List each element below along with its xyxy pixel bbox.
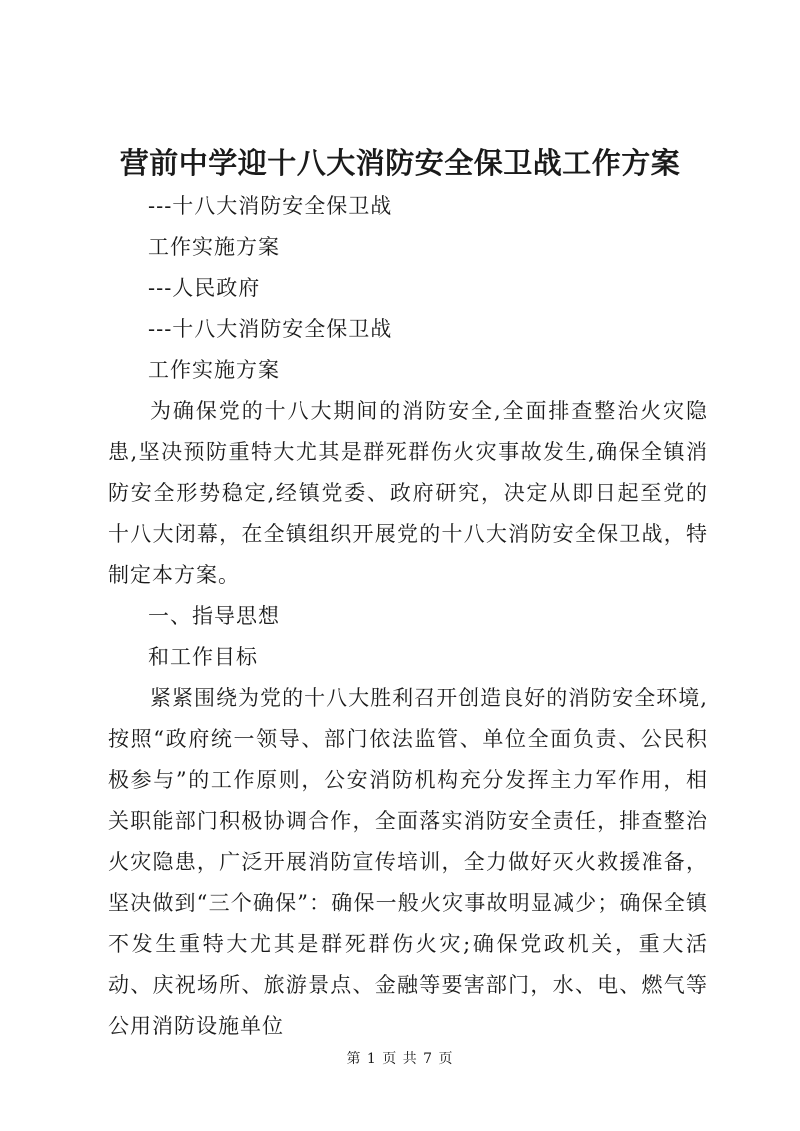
page-number-footer: 第 1 页 共 7 页	[346, 1051, 454, 1067]
intro-paragraph: 为确保党的十八大期间的消防安全,全面排查整治火灾隐患,坚决预防重特大尤其是群死群伤火灾事故发生,确保全镇消防安全形势稳定,经镇党委、政府研究，决定从即日起至党的十八大闭幕，在全镇组织开展党的十八大消防安全保卫战，特制定本方案。	[108, 399, 708, 587]
document-body	[108, 186, 708, 1047]
section-subheading: 和工作目标	[148, 645, 258, 669]
document-title: 营前中学迎十八大消防安全保卫战工作方案	[119, 146, 681, 180]
objectives-paragraph: 紧紧围绕为党的十八大胜利召开创造良好的消防安全环境,按照“政府统一领导、部门依法监管、单位全面负责、公民积极参与”的工作原则，公安消防机构充分发挥主力军作用，相关职能部门积极协调合作，全面落实消防安全责任，排查整治火灾隐患，广泛开展消防宣传培训，全力做好灭火救援准备，坚决做到“三个确保”：确保一般火灾事故明显减少；确保全镇不发生重特大尤其是群死群伤火灾;确保党政机关，重大活动、庆祝场所、旅游景点、金融等要害部门，水、电、燃气等公用消防设施单位	[108, 686, 708, 1038]
subtitle-line-3: ---人民政府	[148, 276, 261, 300]
subtitle-line-1: ---十八大消防安全保卫战	[148, 194, 393, 218]
subtitle-line-4: ---十八大消防安全保卫战	[148, 317, 393, 341]
subtitle-line-2: 工作实施方案	[148, 235, 280, 259]
subtitle-line-5: 工作实施方案	[148, 358, 280, 382]
section-heading: 一、指导思想	[148, 604, 280, 628]
